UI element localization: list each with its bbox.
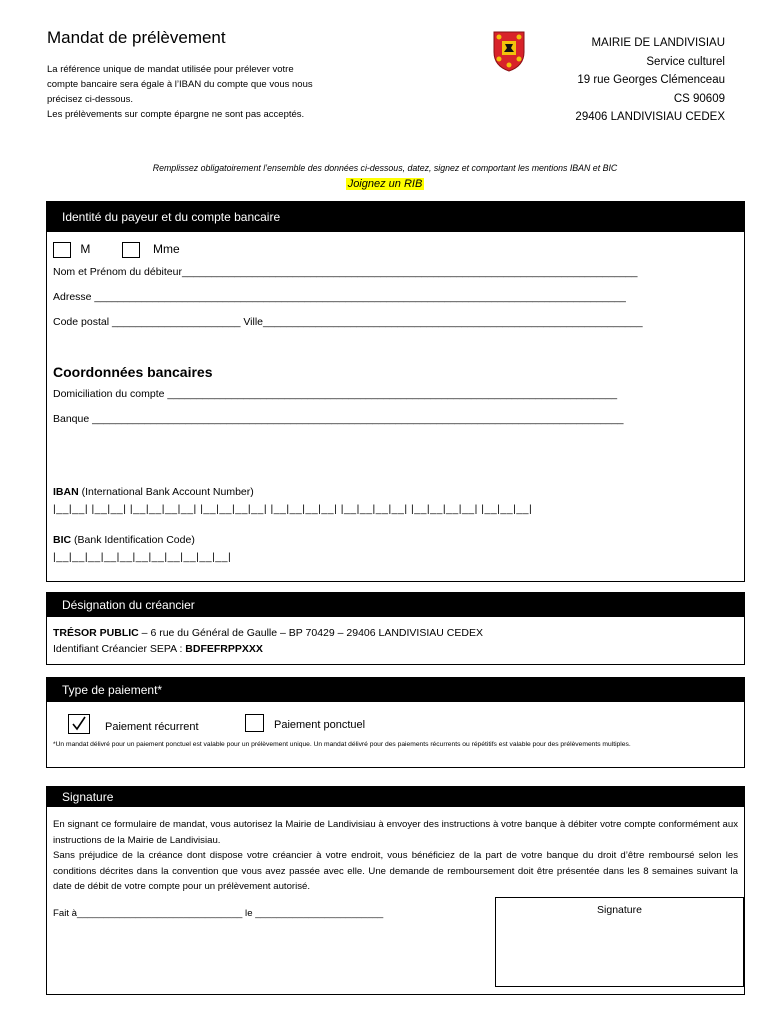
sepa-id-label: Identifiant Créancier SEPA :	[53, 643, 186, 655]
iban-slots[interactable]: |__|__| |__|__| |__|__|__|__| |__|__|__|__| |__|__|__|__| |__|__|__|__| |__|__|__|__| |__|__|__|	[53, 503, 533, 515]
payer-section	[46, 201, 745, 582]
recurrent-label: Paiement récurrent	[105, 721, 199, 733]
ponctuel-label: Paiement ponctuel	[274, 719, 366, 731]
bic-label-row	[53, 534, 738, 546]
address-line: 19 rue Georges Clémenceau	[577, 74, 725, 86]
recipient-address	[575, 34, 725, 127]
payment-options-row	[53, 714, 738, 736]
signature-section-header: Signature	[47, 787, 744, 807]
domiciliation-field[interactable]: Domiciliation du compte _____________________________________________________________________________	[53, 388, 618, 400]
postal-city-field[interactable]: Code postal ______________________ Ville_________________________________________________________________	[53, 316, 643, 328]
intro-line: compte bancaire sera égale à l’IBAN du compte que vous nous	[47, 79, 313, 90]
intro-line: Les prélèvements sur compte épargne ne sont pas acceptés.	[47, 109, 305, 120]
signature-section	[46, 786, 745, 995]
ponctuel-checkbox[interactable]	[245, 714, 264, 732]
recurrent-checkbox[interactable]	[68, 714, 90, 734]
sepa-id-value: BDFEFRPPXXX	[185, 643, 263, 655]
civility-row	[53, 242, 738, 258]
address-line: 29406 LANDIVISIAU CEDEX	[575, 111, 725, 123]
address-line: Service culturel	[646, 55, 725, 68]
m-checkbox[interactable]	[53, 242, 71, 258]
bank-field[interactable]: Banque ___________________________________________________________________________________________	[53, 413, 624, 425]
address-line: MAIRIE DE LANDIVISIAU	[591, 37, 725, 49]
rib-note	[0, 178, 770, 190]
iban-label-row	[53, 486, 738, 498]
bic-label: BIC	[53, 534, 72, 546]
payment-type-section	[46, 677, 745, 768]
creditor-address: – 6 rue du Général de Gaulle – BP 70429 – 29406 LANDIVISIAU CEDEX	[138, 627, 483, 639]
checkmark-icon	[69, 715, 89, 733]
rib-highlight: Joignez un RIB	[347, 178, 423, 190]
address-line: CS 90609	[673, 92, 725, 105]
signature-box-label: Signature	[597, 904, 642, 916]
creditor-name: TRÉSOR PUBLIC	[53, 627, 139, 639]
authorization-paragraph: En signant ce formulaire de mandat, vous autorisez la Mairie de Landivisiau à envoyer des instructions à votre banque à débiter votre compte conformément aux instructions de la Mairie de Landivisiau.	[53, 819, 738, 846]
bic-description: (Bank Identification Code)	[71, 534, 195, 546]
iban-description: (International Bank Account Number)	[78, 486, 254, 498]
payment-type-header: Type de paiement*	[47, 678, 744, 702]
signature-box[interactable]	[495, 897, 744, 987]
creditor-section	[46, 592, 745, 665]
creditor-name-row	[53, 627, 738, 639]
sepa-id-row	[53, 643, 738, 655]
bic-slots[interactable]: |__|__|__|__|__|__|__|__|__|__|__|	[53, 551, 232, 563]
mme-checkbox[interactable]	[122, 242, 140, 258]
coat-of-arms-icon	[492, 30, 526, 72]
debtor-name-field[interactable]: Nom et Prénom du débiteur______________________________________________________________________________	[53, 266, 638, 278]
signature-text	[53, 817, 738, 895]
intro-line: La référence unique de mandat utilisée pour prélever votre	[47, 64, 294, 75]
instructions-text: Remplissez obligatoirement l’ensemble des données ci-dessous, datez, signez et comportant les mentions IBAN et BIC	[152, 163, 618, 173]
intro-text	[47, 62, 377, 122]
payer-section-header: Identité du payeur et du compte bancaire	[47, 202, 744, 232]
iban-label: IBAN	[53, 486, 79, 498]
bank-details-title: Coordonnées bancaires	[53, 364, 213, 380]
place-date-field[interactable]: Fait à_______________________________ le ________________________	[53, 908, 384, 919]
address-field[interactable]: Adresse ___________________________________________________________________________________________	[53, 291, 626, 303]
mme-label: Mme	[153, 242, 180, 257]
creditor-section-header: Désignation du créancier	[47, 593, 744, 617]
intro-line: précisez ci-dessous.	[47, 94, 134, 105]
page-title: Mandat de prélèvement	[47, 28, 226, 47]
m-label: M	[80, 242, 91, 257]
refund-paragraph: Sans préjudice de la créance dont dispose votre créancier à votre endroit, vous bénéficiez de la part de votre banque du droit d’être remboursé selon les conditions décrites dans la convention que vous avez passée avec elle. Une demande de remboursement doit être présentée dans les 8 semaines suivant la date de débit de votre compte pour un prélèvement autorisé.	[53, 850, 738, 892]
payment-note: *Un mandat délivré pour un paiement ponctuel est valable pour un prélèvement unique. Un mandat délivré pour des paiements récurrents ou répétitifs est valable pour des prélèvements multiples.	[53, 741, 631, 748]
